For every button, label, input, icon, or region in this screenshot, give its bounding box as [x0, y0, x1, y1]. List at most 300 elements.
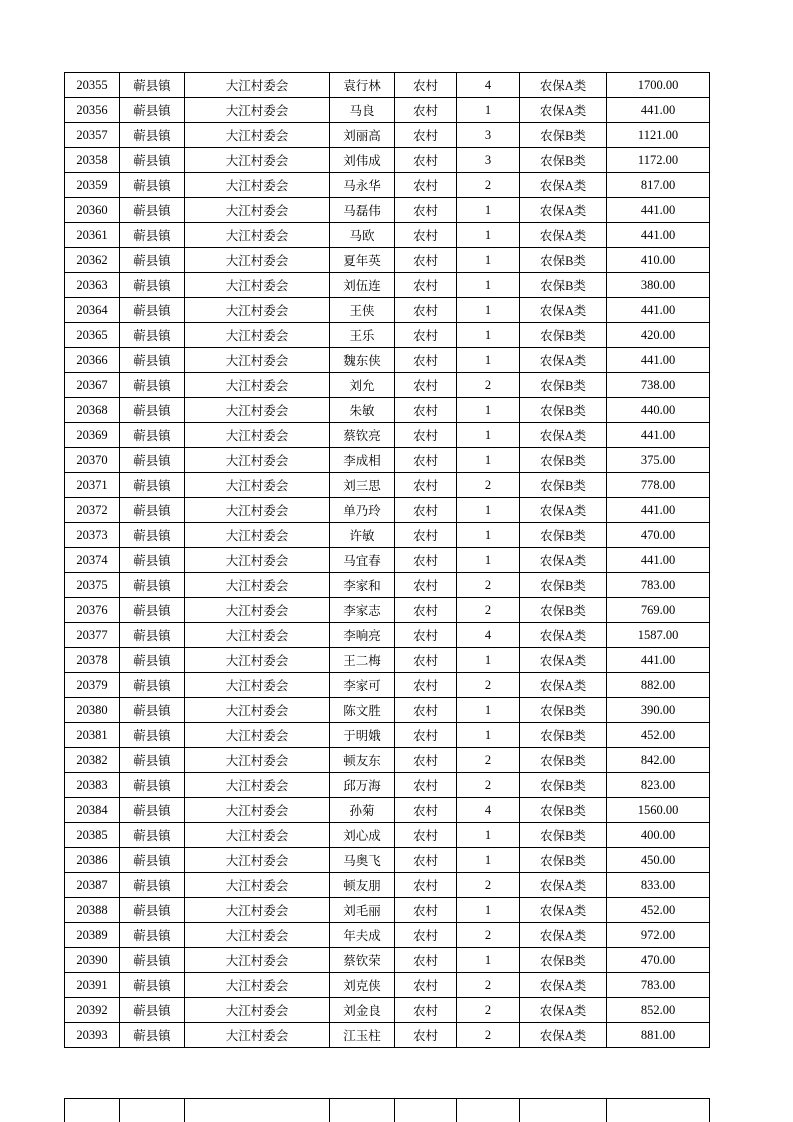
cell-village: 大江村委会 [185, 448, 330, 473]
cell-category: 农保B类 [520, 798, 607, 823]
cell-id: 20359 [65, 173, 120, 198]
cell-id: 20386 [65, 848, 120, 873]
cell-name: 马欧 [330, 223, 395, 248]
cell-amount: 881.00 [607, 1023, 710, 1048]
cell-count: 2 [457, 673, 520, 698]
cell-count: 2 [457, 773, 520, 798]
cell-count: 1 [457, 648, 520, 673]
cell-category: 农保B类 [520, 698, 607, 723]
cell-village: 大江村委会 [185, 423, 330, 448]
cell-amount: 400.00 [607, 823, 710, 848]
cell-name: 刘伟成 [330, 148, 395, 173]
table-row [65, 73, 710, 98]
cell-town: 蕲县镇 [120, 848, 185, 873]
cell-name: 邱万海 [330, 773, 395, 798]
cell-town: 蕲县镇 [120, 748, 185, 773]
table-row [65, 748, 710, 773]
cell-clipped [120, 1099, 185, 1122]
cell-amount: 441.00 [607, 223, 710, 248]
cell-id: 20380 [65, 698, 120, 723]
cell-amount: 441.00 [607, 648, 710, 673]
cell-id: 20357 [65, 123, 120, 148]
cell-category: 农保B类 [520, 573, 607, 598]
cell-village: 大江村委会 [185, 623, 330, 648]
cell-id: 20363 [65, 273, 120, 298]
cell-residence: 农村 [395, 573, 457, 598]
cell-amount: 783.00 [607, 973, 710, 998]
cell-amount: 441.00 [607, 98, 710, 123]
cell-amount: 441.00 [607, 198, 710, 223]
cell-village: 大江村委会 [185, 473, 330, 498]
cell-town: 蕲县镇 [120, 423, 185, 448]
table-row [65, 798, 710, 823]
cell-id: 20372 [65, 498, 120, 523]
cell-name: 蔡钦亮 [330, 423, 395, 448]
cell-town: 蕲县镇 [120, 648, 185, 673]
cell-residence: 农村 [395, 98, 457, 123]
cell-amount: 441.00 [607, 423, 710, 448]
cell-name: 夏年英 [330, 248, 395, 273]
cell-residence: 农村 [395, 323, 457, 348]
cell-residence: 农村 [395, 273, 457, 298]
cell-count: 2 [457, 998, 520, 1023]
cell-village: 大江村委会 [185, 98, 330, 123]
cell-village: 大江村委会 [185, 898, 330, 923]
cell-id: 20379 [65, 673, 120, 698]
cell-category: 农保B类 [520, 448, 607, 473]
cell-village: 大江村委会 [185, 673, 330, 698]
cell-count: 3 [457, 123, 520, 148]
cell-id: 20362 [65, 248, 120, 273]
cell-id: 20377 [65, 623, 120, 648]
cell-amount: 1560.00 [607, 798, 710, 823]
cell-residence: 农村 [395, 373, 457, 398]
table-row [65, 873, 710, 898]
cell-id: 20378 [65, 648, 120, 673]
cell-amount: 452.00 [607, 898, 710, 923]
cell-category: 农保A类 [520, 648, 607, 673]
cell-count: 1 [457, 548, 520, 573]
cell-town: 蕲县镇 [120, 248, 185, 273]
cell-residence: 农村 [395, 698, 457, 723]
cell-id: 20393 [65, 1023, 120, 1048]
cell-name: 刘心成 [330, 823, 395, 848]
cell-category: 农保A类 [520, 223, 607, 248]
cell-town: 蕲县镇 [120, 873, 185, 898]
cell-town: 蕲县镇 [120, 598, 185, 623]
cell-count: 1 [457, 273, 520, 298]
cell-id: 20370 [65, 448, 120, 473]
cell-village: 大江村委会 [185, 498, 330, 523]
cell-amount: 769.00 [607, 598, 710, 623]
cell-residence: 农村 [395, 923, 457, 948]
cell-clipped [457, 1099, 520, 1122]
cell-village: 大江村委会 [185, 798, 330, 823]
cell-town: 蕲县镇 [120, 773, 185, 798]
cell-id: 20381 [65, 723, 120, 748]
cell-amount: 778.00 [607, 473, 710, 498]
cell-name: 刘丽高 [330, 123, 395, 148]
cell-amount: 738.00 [607, 373, 710, 398]
cell-town: 蕲县镇 [120, 223, 185, 248]
cell-town: 蕲县镇 [120, 573, 185, 598]
cell-village: 大江村委会 [185, 698, 330, 723]
cell-village: 大江村委会 [185, 923, 330, 948]
cell-village: 大江村委会 [185, 148, 330, 173]
cell-amount: 842.00 [607, 748, 710, 773]
cell-name: 顿友东 [330, 748, 395, 773]
cell-count: 4 [457, 798, 520, 823]
cell-residence: 农村 [395, 1023, 457, 1048]
cell-village: 大江村委会 [185, 723, 330, 748]
cell-count: 1 [457, 298, 520, 323]
cell-count: 1 [457, 448, 520, 473]
cell-count: 1 [457, 723, 520, 748]
cell-name: 刘毛丽 [330, 898, 395, 923]
cell-residence: 农村 [395, 473, 457, 498]
cell-count: 1 [457, 223, 520, 248]
cell-id: 20375 [65, 573, 120, 598]
cell-amount: 441.00 [607, 298, 710, 323]
table-row [65, 173, 710, 198]
cell-village: 大江村委会 [185, 548, 330, 573]
cell-count: 2 [457, 598, 520, 623]
cell-name: 许敏 [330, 523, 395, 548]
cell-town: 蕲县镇 [120, 898, 185, 923]
cell-village: 大江村委会 [185, 648, 330, 673]
cell-count: 4 [457, 623, 520, 648]
table-row [65, 348, 710, 373]
cell-village: 大江村委会 [185, 173, 330, 198]
cell-name: 刘伍连 [330, 273, 395, 298]
cell-name: 马磊伟 [330, 198, 395, 223]
cell-category: 农保A类 [520, 173, 607, 198]
cell-name: 陈文胜 [330, 698, 395, 723]
cell-id: 20369 [65, 423, 120, 448]
cell-residence: 农村 [395, 523, 457, 548]
cell-count: 1 [457, 823, 520, 848]
cell-town: 蕲县镇 [120, 123, 185, 148]
cell-town: 蕲县镇 [120, 398, 185, 423]
cell-category: 农保B类 [520, 948, 607, 973]
cell-amount: 1121.00 [607, 123, 710, 148]
table-row [65, 923, 710, 948]
table-row [65, 198, 710, 223]
cell-category: 农保A类 [520, 898, 607, 923]
cell-amount: 441.00 [607, 348, 710, 373]
cell-count: 1 [457, 248, 520, 273]
cell-village: 大江村委会 [185, 823, 330, 848]
records-table [64, 72, 710, 1048]
cell-category: 农保A类 [520, 298, 607, 323]
cell-village: 大江村委会 [185, 323, 330, 348]
cell-town: 蕲县镇 [120, 448, 185, 473]
cell-id: 20385 [65, 823, 120, 848]
cell-residence: 农村 [395, 198, 457, 223]
cell-town: 蕲县镇 [120, 98, 185, 123]
table-row [65, 323, 710, 348]
cell-town: 蕲县镇 [120, 798, 185, 823]
cell-clipped [185, 1099, 330, 1122]
cell-amount: 1172.00 [607, 148, 710, 173]
cell-category: 农保B类 [520, 823, 607, 848]
cell-town: 蕲县镇 [120, 948, 185, 973]
cell-residence: 农村 [395, 823, 457, 848]
cell-residence: 农村 [395, 248, 457, 273]
cell-residence: 农村 [395, 898, 457, 923]
cell-name: 马永华 [330, 173, 395, 198]
cell-town: 蕲县镇 [120, 973, 185, 998]
cell-name: 王乐 [330, 323, 395, 348]
cell-id: 20360 [65, 198, 120, 223]
cell-category: 农保A类 [520, 198, 607, 223]
table-row [65, 523, 710, 548]
cell-amount: 452.00 [607, 723, 710, 748]
cell-village: 大江村委会 [185, 198, 330, 223]
cell-id: 20384 [65, 798, 120, 823]
cell-name: 魏东侠 [330, 348, 395, 373]
cell-count: 2 [457, 373, 520, 398]
cell-id: 20358 [65, 148, 120, 173]
cell-category: 农保A类 [520, 423, 607, 448]
cell-id: 20392 [65, 998, 120, 1023]
table-body [65, 73, 710, 1048]
cell-id: 20388 [65, 898, 120, 923]
cell-town: 蕲县镇 [120, 348, 185, 373]
table-row [65, 598, 710, 623]
cell-amount: 972.00 [607, 923, 710, 948]
cell-category: 农保B类 [520, 323, 607, 348]
partial-next-row [64, 1098, 710, 1122]
cell-category: 农保A类 [520, 873, 607, 898]
cell-town: 蕲县镇 [120, 198, 185, 223]
cell-count: 1 [457, 98, 520, 123]
cell-village: 大江村委会 [185, 298, 330, 323]
cell-residence: 农村 [395, 773, 457, 798]
cell-name: 袁行林 [330, 73, 395, 98]
cell-count: 3 [457, 148, 520, 173]
cell-town: 蕲县镇 [120, 523, 185, 548]
cell-id: 20355 [65, 73, 120, 98]
cell-name: 朱敏 [330, 398, 395, 423]
cell-amount: 833.00 [607, 873, 710, 898]
table-row [65, 98, 710, 123]
table-row [65, 1023, 710, 1048]
cell-residence: 农村 [395, 748, 457, 773]
cell-residence: 农村 [395, 948, 457, 973]
cell-town: 蕲县镇 [120, 323, 185, 348]
cell-id: 20364 [65, 298, 120, 323]
cell-count: 1 [457, 523, 520, 548]
cell-name: 马良 [330, 98, 395, 123]
cell-category: 农保A类 [520, 923, 607, 948]
table-row [65, 898, 710, 923]
cell-residence: 农村 [395, 973, 457, 998]
cell-town: 蕲县镇 [120, 273, 185, 298]
table-row [65, 723, 710, 748]
cell-amount: 1700.00 [607, 73, 710, 98]
cell-village: 大江村委会 [185, 998, 330, 1023]
cell-id: 20390 [65, 948, 120, 973]
cell-village: 大江村委会 [185, 1023, 330, 1048]
cell-village: 大江村委会 [185, 573, 330, 598]
cell-name: 于明娥 [330, 723, 395, 748]
cell-amount: 882.00 [607, 673, 710, 698]
cell-village: 大江村委会 [185, 373, 330, 398]
cell-count: 1 [457, 423, 520, 448]
table-row [65, 948, 710, 973]
cell-amount: 1587.00 [607, 623, 710, 648]
table-row [65, 773, 710, 798]
cell-category: 农保B类 [520, 148, 607, 173]
cell-residence: 农村 [395, 148, 457, 173]
cell-residence: 农村 [395, 648, 457, 673]
cell-name: 李响亮 [330, 623, 395, 648]
table-row [65, 973, 710, 998]
cell-residence: 农村 [395, 548, 457, 573]
cell-residence: 农村 [395, 848, 457, 873]
cell-category: 农保B类 [520, 273, 607, 298]
cell-residence: 农村 [395, 798, 457, 823]
table-row [65, 298, 710, 323]
cell-count: 2 [457, 573, 520, 598]
table-row [65, 373, 710, 398]
cell-category: 农保B类 [520, 398, 607, 423]
cell-name: 刘金良 [330, 998, 395, 1023]
cell-name: 刘三思 [330, 473, 395, 498]
cell-count: 1 [457, 848, 520, 873]
cell-id: 20383 [65, 773, 120, 798]
cell-amount: 783.00 [607, 573, 710, 598]
cell-count: 1 [457, 398, 520, 423]
cell-clipped [520, 1099, 607, 1122]
cell-amount: 380.00 [607, 273, 710, 298]
cell-id: 20367 [65, 373, 120, 398]
cell-id: 20356 [65, 98, 120, 123]
cell-clipped [65, 1099, 120, 1122]
cell-amount: 441.00 [607, 548, 710, 573]
cell-residence: 农村 [395, 73, 457, 98]
cell-amount: 441.00 [607, 498, 710, 523]
cell-category: 农保A类 [520, 548, 607, 573]
cell-category: 农保B类 [520, 598, 607, 623]
cell-village: 大江村委会 [185, 523, 330, 548]
cell-amount: 420.00 [607, 323, 710, 348]
table-row [65, 823, 710, 848]
cell-name: 马奥飞 [330, 848, 395, 873]
cell-category: 农保B类 [520, 848, 607, 873]
cell-category: 农保B类 [520, 123, 607, 148]
cell-name: 单乃玲 [330, 498, 395, 523]
table-row [65, 223, 710, 248]
cell-town: 蕲县镇 [120, 148, 185, 173]
cell-category: 农保B类 [520, 248, 607, 273]
cell-village: 大江村委会 [185, 873, 330, 898]
cell-id: 20374 [65, 548, 120, 573]
cell-town: 蕲县镇 [120, 498, 185, 523]
cell-village: 大江村委会 [185, 748, 330, 773]
cell-village: 大江村委会 [185, 848, 330, 873]
cell-category: 农保B类 [520, 373, 607, 398]
cell-count: 2 [457, 748, 520, 773]
cell-count: 1 [457, 898, 520, 923]
table-row [65, 448, 710, 473]
cell-amount: 440.00 [607, 398, 710, 423]
cell-village: 大江村委会 [185, 598, 330, 623]
cell-id: 20366 [65, 348, 120, 373]
cell-town: 蕲县镇 [120, 298, 185, 323]
cell-name: 李成相 [330, 448, 395, 473]
cell-amount: 852.00 [607, 998, 710, 1023]
cell-village: 大江村委会 [185, 398, 330, 423]
cell-residence: 农村 [395, 498, 457, 523]
table-row [65, 673, 710, 698]
cell-town: 蕲县镇 [120, 673, 185, 698]
cell-village: 大江村委会 [185, 773, 330, 798]
cell-count: 1 [457, 323, 520, 348]
cell-name: 年夫成 [330, 923, 395, 948]
cell-residence: 农村 [395, 623, 457, 648]
cell-residence: 农村 [395, 123, 457, 148]
cell-count: 4 [457, 73, 520, 98]
cell-town: 蕲县镇 [120, 373, 185, 398]
cell-category: 农保A类 [520, 623, 607, 648]
cell-amount: 375.00 [607, 448, 710, 473]
cell-name: 李家和 [330, 573, 395, 598]
cell-town: 蕲县镇 [120, 923, 185, 948]
table-row [65, 498, 710, 523]
cell-category: 农保A类 [520, 998, 607, 1023]
table-row [65, 573, 710, 598]
cell-amount: 470.00 [607, 523, 710, 548]
cell-clipped [330, 1099, 395, 1122]
table-row [65, 423, 710, 448]
cell-village: 大江村委会 [185, 973, 330, 998]
cell-category: 农保B类 [520, 473, 607, 498]
cell-residence: 农村 [395, 423, 457, 448]
cell-id: 20391 [65, 973, 120, 998]
table-row [65, 248, 710, 273]
cell-town: 蕲县镇 [120, 173, 185, 198]
cell-amount: 823.00 [607, 773, 710, 798]
table-row [65, 123, 710, 148]
cell-category: 农保B类 [520, 748, 607, 773]
table-row [65, 548, 710, 573]
partial-row-body [65, 1099, 710, 1122]
cell-count: 2 [457, 873, 520, 898]
cell-village: 大江村委会 [185, 948, 330, 973]
cell-village: 大江村委会 [185, 273, 330, 298]
cell-count: 1 [457, 698, 520, 723]
cell-category: 农保B类 [520, 523, 607, 548]
cell-residence: 农村 [395, 998, 457, 1023]
cell-count: 2 [457, 973, 520, 998]
cell-clipped [395, 1099, 457, 1122]
cell-town: 蕲县镇 [120, 823, 185, 848]
cell-count: 2 [457, 173, 520, 198]
table-row [65, 648, 710, 673]
cell-village: 大江村委会 [185, 123, 330, 148]
cell-count: 2 [457, 473, 520, 498]
cell-residence: 农村 [395, 398, 457, 423]
table-row [65, 473, 710, 498]
cell-name: 马宜春 [330, 548, 395, 573]
table-row [65, 848, 710, 873]
cell-id: 20389 [65, 923, 120, 948]
table-row [65, 148, 710, 173]
cell-category: 农保A类 [520, 1023, 607, 1048]
cell-category: 农保A类 [520, 348, 607, 373]
